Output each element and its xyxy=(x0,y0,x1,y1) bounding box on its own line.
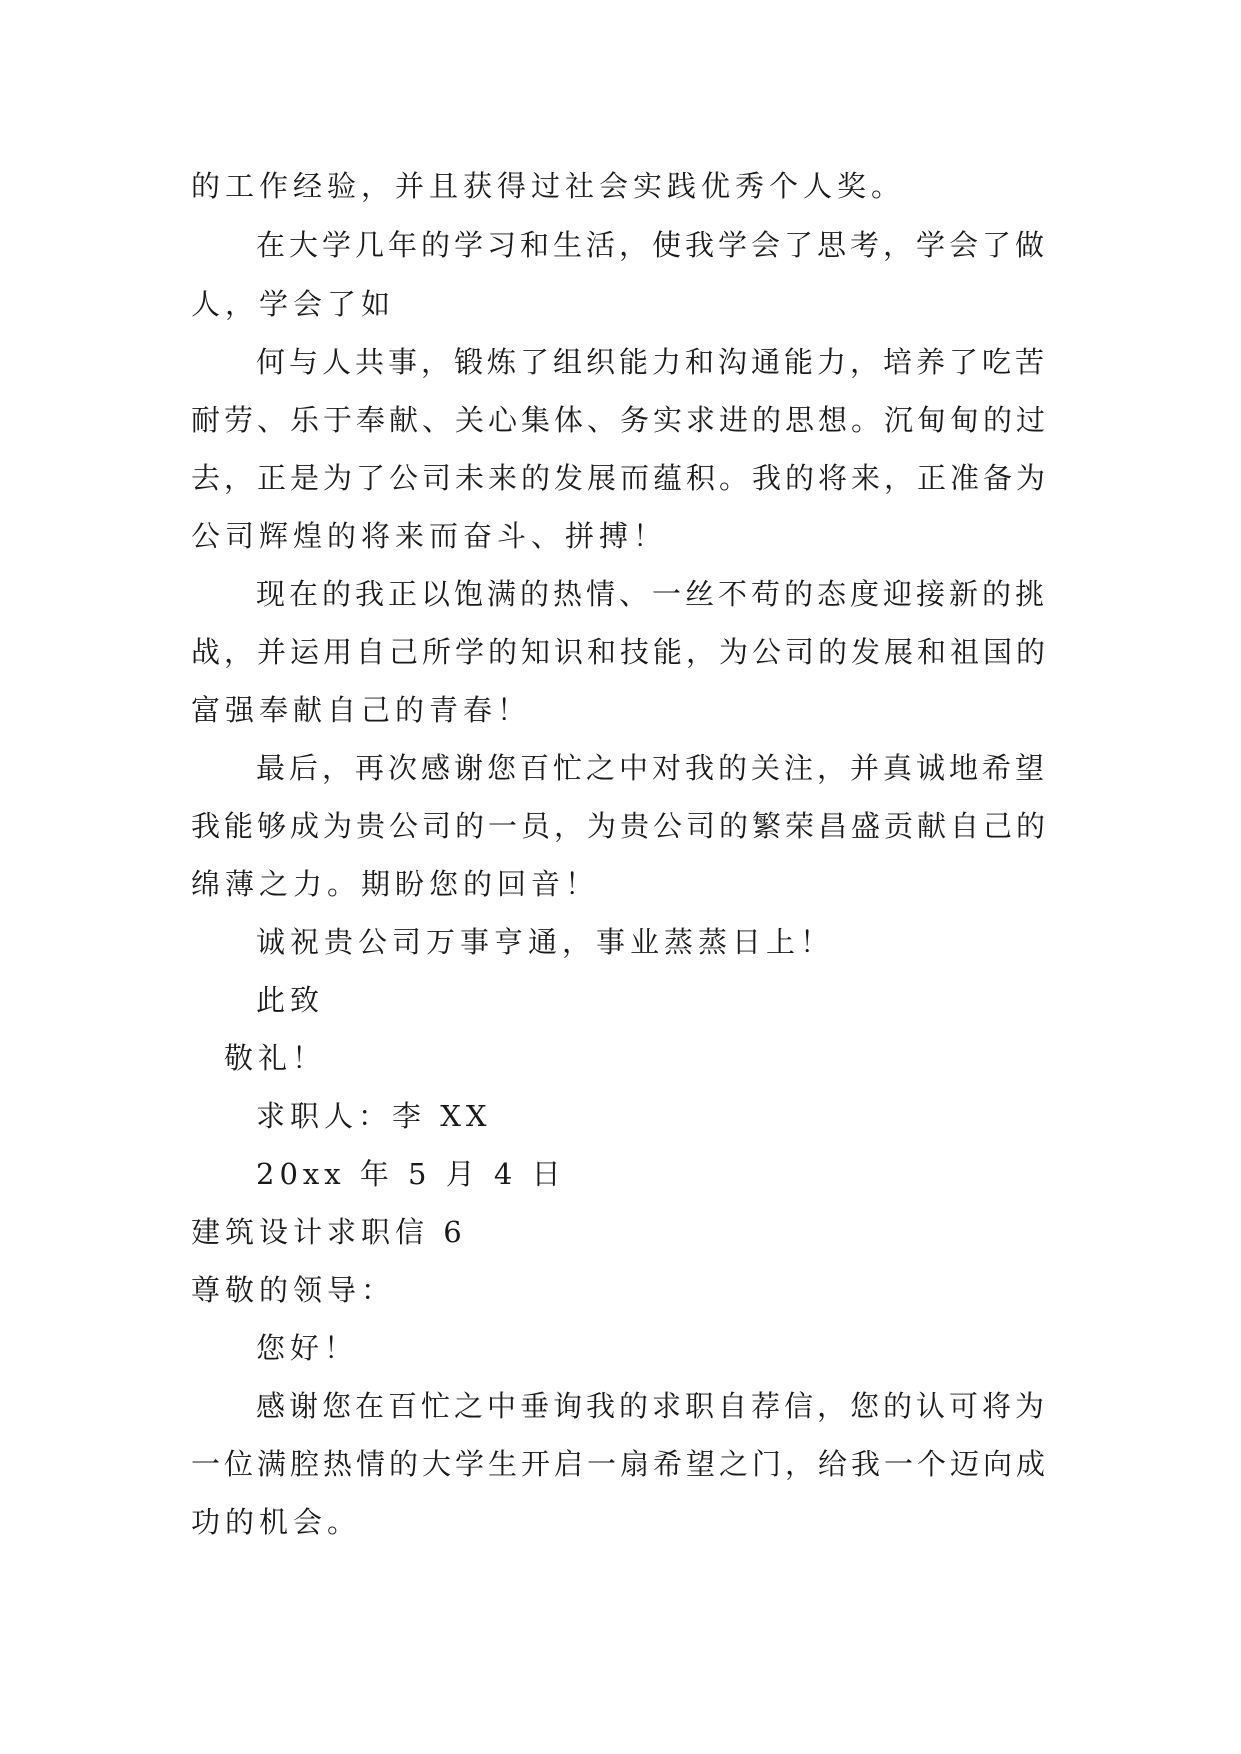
text-line: 一位满腔热情的大学生开启一扇希望之门，给我一个迈向成 xyxy=(191,1447,1050,1481)
letter-title: 建筑设计求职信 6 xyxy=(191,1215,467,1249)
text-line: 感谢您在百忙之中垂询我的求职自荐信，您的认可将为 xyxy=(256,1389,1049,1423)
text-line: 何与人共事，锻炼了组织能力和沟通能力，培养了吃苦 xyxy=(256,345,1049,379)
salutation-regards: 敬礼！ xyxy=(224,1041,327,1075)
text-line: 战，并运用自己所学的知识和技能，为公司的发展和祖国的 xyxy=(191,635,1050,669)
text-line: 我能够成为贵公司的一员，为贵公司的繁荣昌盛贡献自己的 xyxy=(191,809,1050,843)
text-line: 功的机会。 xyxy=(191,1505,362,1539)
text-line: 耐劳、乐于奉献、关心集体、务实求进的思想。沉甸甸的过 xyxy=(191,403,1050,437)
text-line: 现在的我正以饱满的热情、一丝不苟的态度迎接新的挑 xyxy=(256,577,1049,611)
text-line: 公司辉煌的将来而奋斗、拼搏！ xyxy=(191,519,668,553)
date-line: 20xx 年 5 月 4 日 xyxy=(256,1157,566,1191)
text-line: 的工作经验，并且获得过社会实践优秀个人奖。 xyxy=(191,169,906,203)
closing-wish: 诚祝贵公司万事亨通，事业蒸蒸日上！ xyxy=(256,925,835,959)
text-line: 在大学几年的学习和生活，使我学会了思考，学会了做 xyxy=(256,228,1049,262)
hello-line: 您好！ xyxy=(256,1331,359,1365)
text-line: 人，学会了如 xyxy=(191,287,396,321)
greeting-line: 尊敬的领导： xyxy=(191,1273,396,1307)
text-line: 去，正是为了公司未来的发展而蕴积。我的将来，正准备为 xyxy=(191,461,1050,495)
text-line: 富强奉献自己的青春！ xyxy=(191,693,532,727)
text-line: 最后，再次感谢您百忙之中对我的关注，并真诚地希望 xyxy=(256,751,1049,785)
text-line: 绵薄之力。期盼您的回音！ xyxy=(191,867,600,901)
signature-line: 求职人：李 XX xyxy=(256,1099,492,1133)
salutation-close: 此致 xyxy=(256,983,325,1017)
